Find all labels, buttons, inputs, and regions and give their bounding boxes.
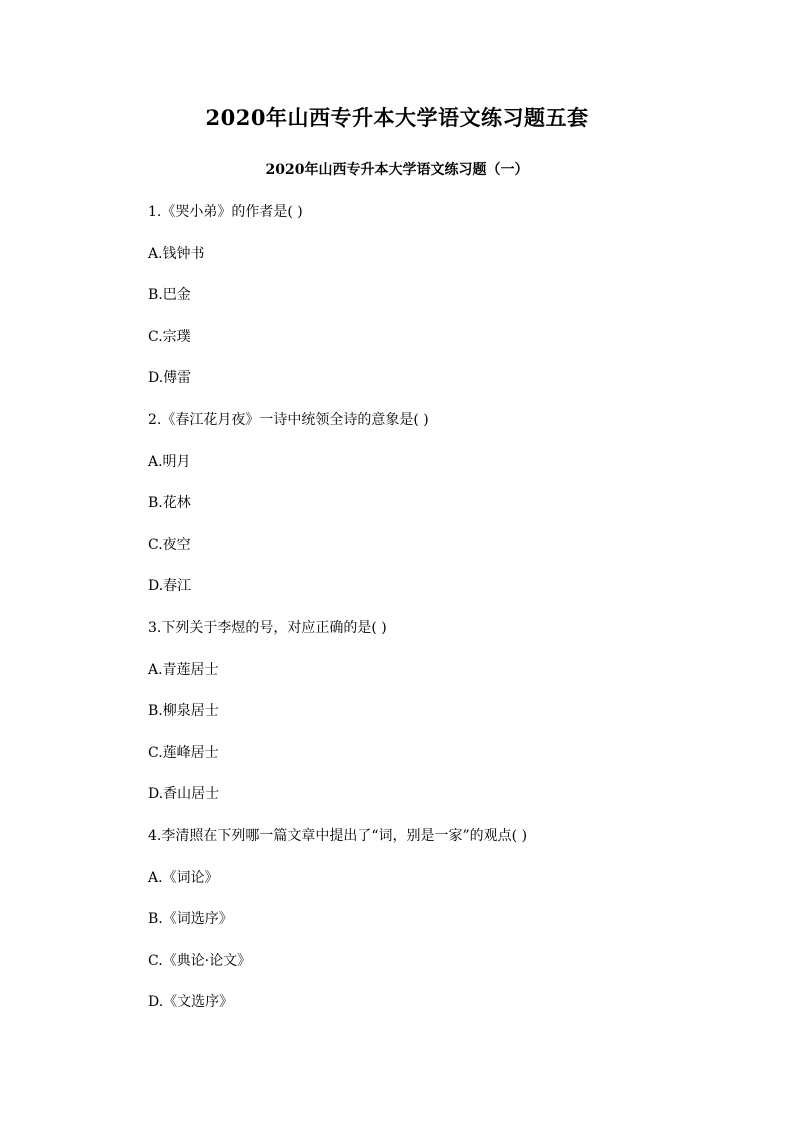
question-1-option-c: C.宗璞 (148, 329, 191, 345)
question-3-option-c: C.莲峰居士 (148, 745, 219, 761)
question-4-option-d: D.《文选序》 (148, 994, 234, 1010)
question-2-option-b: B.花林 (148, 495, 191, 511)
question-4-option-c: C.《典论·论文》 (148, 953, 252, 969)
question-1: 1.《哭小弟》的作者是( ) (148, 204, 303, 220)
question-4-option-b: B.《词选序》 (148, 911, 233, 927)
question-1-option-d: D.傅雷 (148, 370, 192, 386)
question-4: 4.李清照在下列哪一篇文章中提出了“词，别是一家”的观点( ) (148, 828, 528, 844)
document-title: 2020年山西专升本大学语文练习题五套 (205, 105, 589, 130)
question-3: 3.下列关于李煜的号，对应正确的是( ) (148, 620, 387, 636)
question-2-option-c: C.夜空 (148, 537, 191, 553)
question-1-option-b: B.巴金 (148, 287, 191, 303)
question-2-option-a: A.明月 (148, 454, 191, 470)
question-3-option-d: D.香山居士 (148, 786, 220, 802)
question-2-option-d: D.春江 (148, 578, 192, 594)
question-3-option-a: A.青莲居士 (148, 662, 219, 678)
question-4-option-a: A.《词论》 (148, 870, 219, 886)
document-subtitle: 2020年山西专升本大学语文练习题（一） (265, 162, 529, 178)
question-1-option-a: A.钱钟书 (148, 246, 205, 262)
question-2: 2.《春江花月夜》一诗中统领全诗的意象是( ) (148, 412, 429, 428)
question-3-option-b: B.柳泉居士 (148, 703, 219, 719)
